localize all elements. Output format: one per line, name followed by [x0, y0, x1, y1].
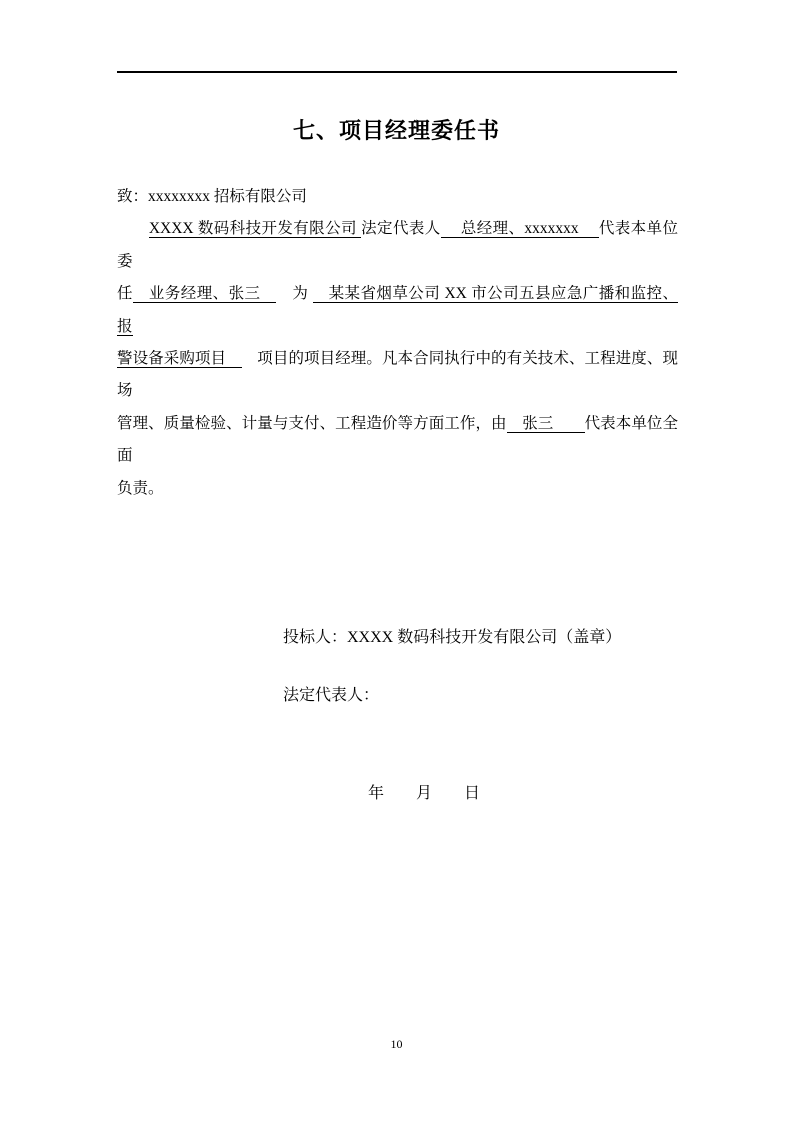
paragraph-line	[117, 278, 678, 343]
legal-representative-line: 法定代表人：	[283, 687, 380, 704]
paragraph-line	[117, 181, 678, 213]
paragraph-line	[117, 473, 678, 505]
text-run: 项目的项目经理。凡本合同执行中的有关技术、工程进度、现场	[117, 350, 678, 400]
text-run: 负责。	[117, 479, 164, 497]
underlined-blank: 业务经理、张三	[132, 285, 277, 303]
date-line: 年 月 日	[368, 785, 481, 802]
paragraph-line	[117, 408, 678, 473]
page-number: 10	[390, 1037, 403, 1051]
bidder-signature-line: 投标人：XXXX 数码科技开发有限公司（盖章）	[283, 629, 622, 646]
text-run: 致：xxxxxxxx 招标有限公司	[117, 188, 307, 205]
paragraph-line	[117, 213, 678, 278]
text-run: 任	[117, 285, 133, 303]
paragraph-line	[117, 343, 678, 408]
text-run: 代表本单位委	[117, 220, 678, 270]
underlined-blank: XXXX 数码科技开发有限公司	[148, 220, 362, 238]
header-rule	[117, 71, 677, 73]
page-title: 七、项目经理委任书	[292, 118, 500, 143]
text-run	[117, 220, 149, 237]
underlined-blank: 某某省烟草公司 XX 市公司五县应急广播和监控、报	[117, 285, 678, 335]
text-run: 法定代表人	[361, 220, 441, 238]
underlined-blank: 张三	[506, 414, 585, 432]
underlined-blank: 总经理、xxxxxxx	[440, 220, 599, 238]
text-run: 代表本单位全面	[117, 414, 678, 465]
text-run: 为	[276, 285, 313, 303]
text-run: 管理、质量检验、计量与支付、工程造价等方面工作，由	[117, 414, 507, 432]
body-paragraph	[117, 181, 678, 505]
underlined-blank: 警设备采购项目	[117, 350, 242, 368]
